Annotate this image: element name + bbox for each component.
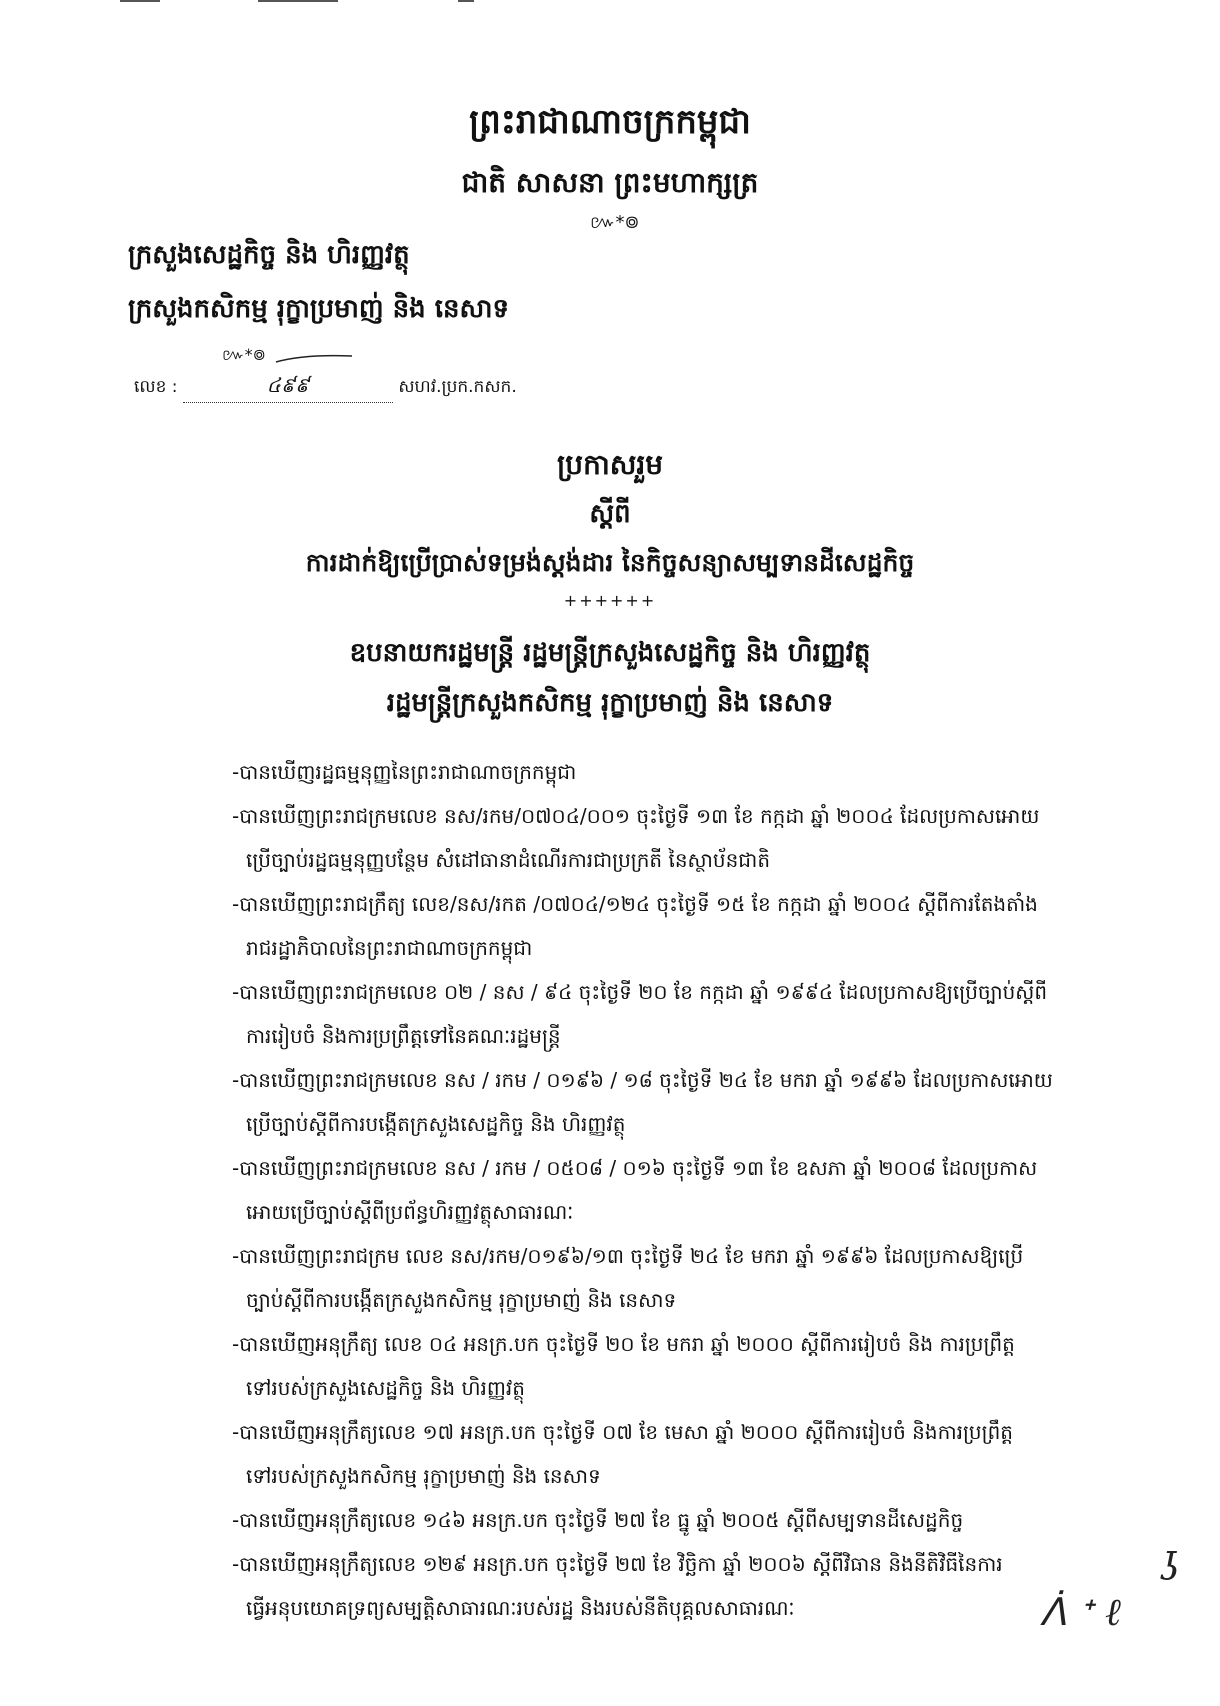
national-motto: ជាតិ សាសនា ព្រះមហាក្សត្រ bbox=[461, 166, 759, 199]
reference-line bbox=[134, 372, 517, 403]
signatory-line-1: ឧបនាយករដ្ឋមន្ត្រី រដ្ឋមន្ត្រីក្រសួងសេដ្ឋកិច្ច និង ហិរញ្ញវត្ថុ bbox=[349, 638, 871, 668]
scan-artifact bbox=[258, 0, 338, 2]
ministry-ornament: ៚*៙ bbox=[222, 345, 266, 364]
signatory-line-2: រដ្ឋមន្ត្រីក្រសួងកសិកម្ម រុក្ខាប្រមាញ់ និង នេសាទ bbox=[386, 688, 834, 718]
ornament-underline bbox=[274, 352, 354, 366]
clause-item: -បានឃើញអនុក្រឹត្យលេខ ១២៩ អនក្រ.បក ចុះថ្ងៃទី ២៧ ខែ វិច្ឆិកា ឆ្នាំ ២០០៦ ស្តីពីវិធាន និងនីតិវិធីនៃការ ធ្វើអនុបយោគទ្រព្យសម្បត្តិសាធារណៈរបស់រដ្ឋ និងរបស់នីតិបុគ្គលសាធារណៈ bbox=[232, 1552, 1003, 1620]
clause-item: -បានឃើញព្រះរាជក្រម លេខ នស/រកម/០១៩៦/១៣ ចុះថ្ងៃទី ២៤ ខែ មករា ឆ្នាំ ១៩៩៦ ដែលប្រកាសឱ្យប្រើ ច្បាប់ស្តីពីការបង្កើតក្រសួងកសិកម្ម រុក្ខាប្រមាញ់ និង នេសាទ bbox=[232, 1244, 1024, 1312]
handwritten-mark: ʖ bbox=[1160, 1545, 1181, 1589]
clause-item: -បានឃើញរដ្ឋធម្មនុញ្ញនៃព្រះរាជាណាចក្រកម្ពុជា bbox=[232, 760, 577, 784]
reference-label: លេខ : bbox=[134, 377, 178, 397]
reference-number: ៤៩៩ bbox=[183, 372, 393, 403]
document-subject: ការដាក់ឱ្យប្រើប្រាស់ទម្រង់ស្តង់ដារ នៃកិច្ចសន្យាសម្បទានដីសេដ្ឋកិច្ច bbox=[305, 548, 915, 577]
clause-item: -បានឃើញព្រះរាជក្រមលេខ ០២ / នស / ៩៤ ចុះថ្ងៃទី ២០ ខែ កក្កដា ឆ្នាំ ១៩៩៤ ដែលប្រកាសឱ្យប្រើច្បាប់ស្តីពី ការរៀបចំ និងការប្រព្រឹត្តទៅនៃគណៈរដ្ឋមន្ត្រី bbox=[232, 980, 1048, 1048]
document-type: ប្រកាសរួម bbox=[556, 448, 664, 481]
header-ornament: ៚*៙ bbox=[590, 212, 640, 233]
clause-item: -បានឃើញព្រះរាជក្រមលេខ នស / រកម / ០១៩៦ / ១៨ ចុះថ្ងៃទី ២៤ ខែ មករា ឆ្នាំ ១៩៩៦ ដែលប្រកាសអោយ ប្រើច្បាប់ស្តីពីការបង្កើតក្រសួងសេដ្ឋកិច្ច និង ហិរញ្ញវត្ថុ bbox=[232, 1068, 1053, 1136]
clause-item: -បានឃើញព្រះរាជក្រមលេខ នស/រកម/០៧០៤/០០១ ចុះថ្ងៃទី ១៣ ខែ កក្កដា ឆ្នាំ ២០០៤ ដែលប្រកាសអោយ ប្រើច្បាប់រដ្ឋធម្មនុញ្ញបន្ថែម សំដៅធានាដំណើរការជាប្រក្រតី នៃស្ថាប័នជាតិ bbox=[232, 804, 1040, 872]
scan-artifact bbox=[120, 0, 160, 2]
clause-item: -បានឃើញអនុក្រឹត្យលេខ ១៧ អនក្រ.បក ចុះថ្ងៃទី ០៧ ខែ មេសា ឆ្នាំ ២០០០ ស្តីពីការរៀបចំ និងការប្រព្រឹត្ត ទៅរបស់ក្រសួងកសិកម្ម រុក្ខាប្រមាញ់ និង នេសាទ bbox=[232, 1420, 1013, 1488]
clause-item: -បានឃើញព្រះរាជក្រមលេខ នស / រកម / ០៥០៨ / ០១៦ ចុះថ្ងៃទី ១៣ ខែ ឧសភា ឆ្នាំ ២០០៨ ដែលប្រកាស អោយប្រើច្បាប់ស្តីពីប្រព័ន្ធហិរញ្ញវត្ថុសាធារណៈ bbox=[232, 1156, 1038, 1224]
about-label: ស្តីពី bbox=[589, 499, 631, 529]
handwritten-initials: ᐲ ᐩ ℓ bbox=[1040, 1590, 1121, 1634]
ministry-agriculture: ក្រសួងកសិកម្ម រុក្ខាប្រមាញ់ និង នេសាទ bbox=[128, 294, 509, 324]
clause-item: -បានឃើញអនុក្រឹត្យលេខ ១៤៦ អនក្រ.បក ចុះថ្ងៃទី ២៧ ខែ ធ្នូ ឆ្នាំ ២០០៥ ស្តីពីសម្បទានដីសេដ្ឋកិច្ច bbox=[232, 1508, 964, 1532]
reference-suffix: សហវ.ប្រក.កសក. bbox=[398, 377, 517, 397]
clause-item: -បានឃើញអនុក្រឹត្យ លេខ ០៤ អនក្រ.បក ចុះថ្ងៃទី ២០ ខែ មករា ឆ្នាំ ២០០០ ស្តីពីការរៀបចំ និង ការប្រព្រឹត្ត ទៅរបស់ក្រសួងសេដ្ឋកិច្ច និង ហិរញ្ញវត្ថុ bbox=[232, 1332, 1015, 1400]
kingdom-title: ព្រះរាជាណាចក្រកម្ពុជា bbox=[469, 102, 751, 142]
clause-item: -បានឃើញព្រះរាជក្រឹត្យ លេខ/នស/រកត /០៧០៤/១២៤ ចុះថ្ងៃទី ១៥ ខែ កក្កដា ឆ្នាំ ២០០៤ ស្តីពីការតែងតាំង រាជរដ្ឋាភិបាលនៃព្រះរាជាណាចក្រកម្ពុជា bbox=[232, 892, 1038, 960]
ministry-economy: ក្រសួងសេដ្ឋកិច្ច និង ហិរញ្ញវត្ថុ bbox=[128, 240, 410, 270]
scan-artifact bbox=[458, 0, 474, 2]
title-separator: ++++++ bbox=[563, 591, 657, 610]
